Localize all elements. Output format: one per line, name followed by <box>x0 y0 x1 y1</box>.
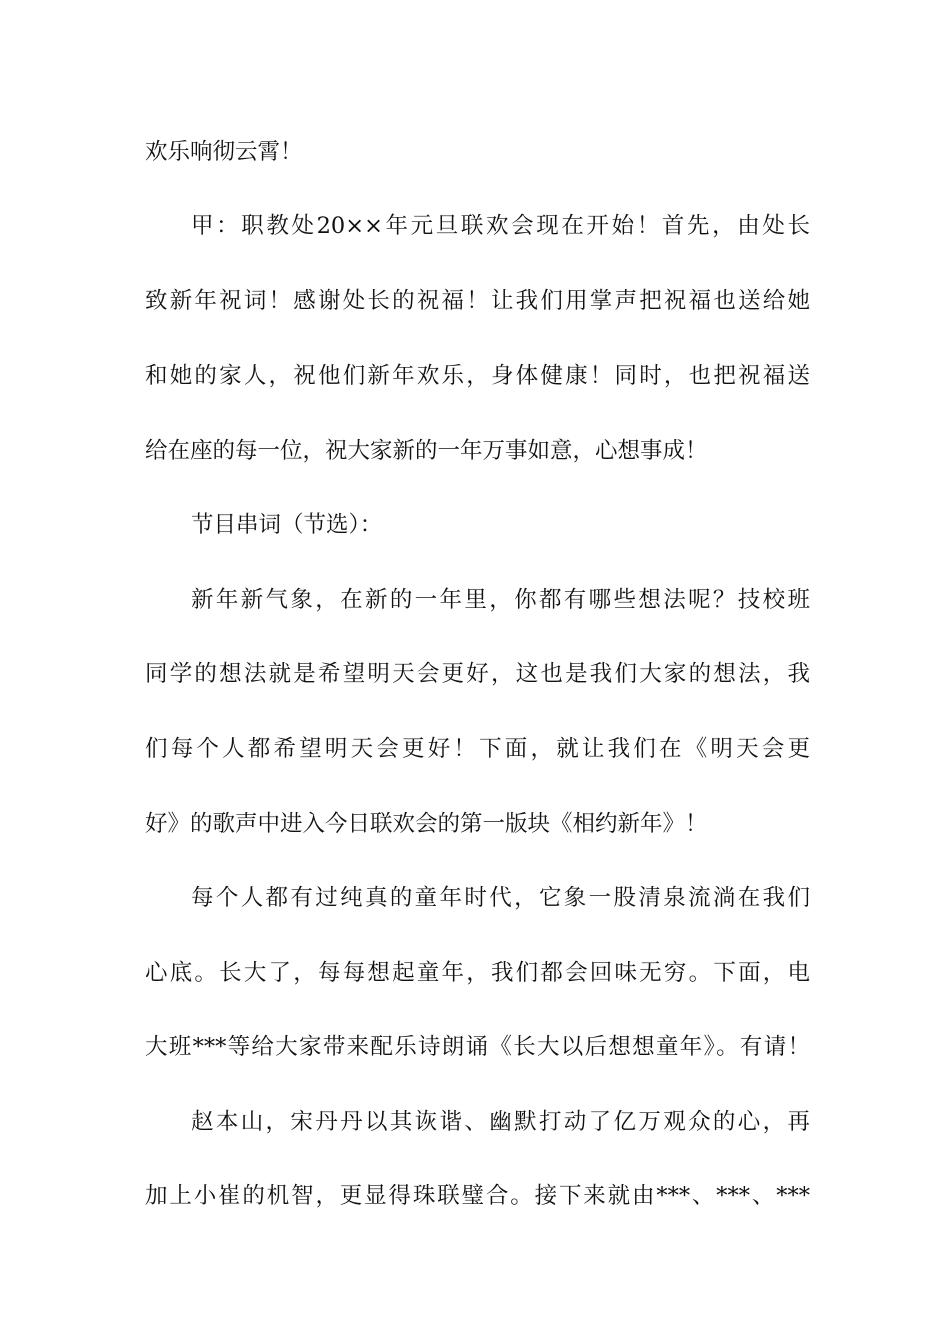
text-line-2: 甲：职教处20××年元旦联欢会现在开始！首先，由处长 <box>191 213 810 239</box>
text-line-1: 欢乐响彻云霄！ <box>145 139 303 165</box>
text-line-15: 加上小崔的机智，更显得珠联璧合。接下来就由***、***、*** <box>145 1183 810 1209</box>
text-line-11: 每个人都有过纯真的童年时代，它象一股清泉流淌在我们 <box>191 885 810 911</box>
text-line-5: 给在座的每一位，祝大家新的一年万事如意，心想事成！ <box>145 438 708 464</box>
section-heading: 节目串词（节选）： <box>191 512 383 538</box>
text-line-3: 致新年祝词！感谢处长的祝福！让我们用掌声把祝福也送给她 <box>145 288 810 314</box>
text-line-10: 好》的歌声中进入今日联欢会的第一版块《相约新年》！ <box>145 811 708 837</box>
text-line-9: 们每个人都希望明天会更好！下面，就让我们在《明天会更 <box>145 736 810 762</box>
text-line-12: 心底。长大了，每每想起童年，我们都会回味无穷。下面，电 <box>145 960 810 986</box>
text-line-14: 赵本山，宋丹丹以其诙谐、幽默打动了亿万观众的心，再 <box>191 1109 810 1135</box>
text-line-8: 同学的想法就是希望明天会更好，这也是我们大家的想法，我 <box>145 661 810 687</box>
text-line-4: 和她的家人，祝他们新年欢乐，身体健康！同时，也把祝福送 <box>145 363 810 389</box>
text-line-7: 新年新气象，在新的一年里，你都有哪些想法呢？技校班 <box>191 587 810 613</box>
text-line-13: 大班***等给大家带来配乐诗朗诵《长大以后想想童年》。有请！ <box>145 1034 810 1060</box>
